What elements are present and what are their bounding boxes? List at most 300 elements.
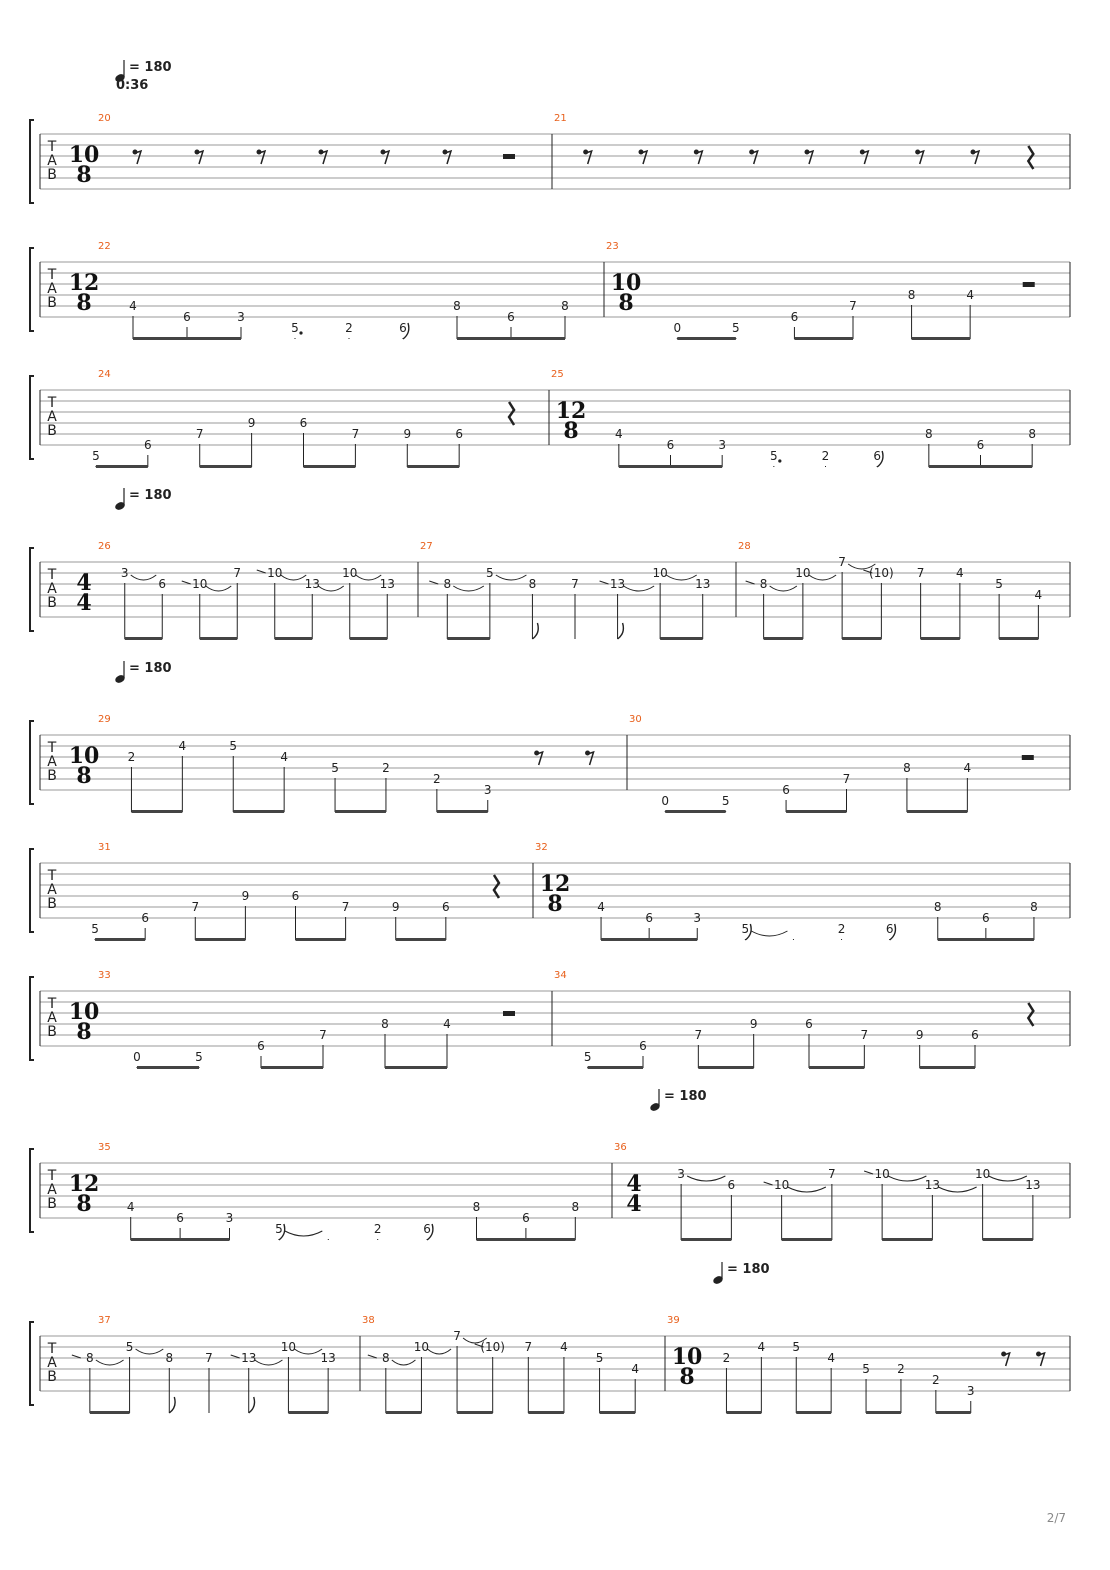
tab-clef-letter: A bbox=[47, 1355, 57, 1371]
tab-system-8 bbox=[30, 1089, 1070, 1241]
note-beam bbox=[999, 637, 1038, 640]
time-signature-bottom: 8 bbox=[76, 290, 92, 316]
note-beam bbox=[477, 1238, 576, 1241]
fret-number: 6 bbox=[782, 783, 790, 797]
note-beam bbox=[936, 1411, 971, 1414]
fret-number: 8 bbox=[1028, 427, 1036, 441]
fret-number: 8 bbox=[925, 427, 933, 441]
fret-number: 3 bbox=[718, 438, 726, 452]
measure-24 bbox=[92, 369, 514, 468]
tab-clef-letter: T bbox=[47, 567, 57, 583]
fret-number: 9 bbox=[749, 1017, 758, 1031]
eighth-flag bbox=[532, 623, 538, 639]
tab-clef-letter: A bbox=[47, 281, 57, 297]
note-beam bbox=[407, 465, 459, 468]
fret-number: 7 bbox=[205, 1351, 213, 1365]
measure-34 bbox=[554, 970, 1033, 1069]
tab-clef-letter: B bbox=[47, 896, 57, 912]
fret-number: 7 bbox=[191, 900, 200, 914]
fret-number: 2 bbox=[821, 449, 830, 463]
fret-number: 4 bbox=[597, 900, 605, 914]
note-beam bbox=[296, 938, 346, 941]
time-signature-bottom: 8 bbox=[76, 1191, 92, 1217]
fret-number: 10 bbox=[280, 1340, 297, 1354]
note-beam bbox=[304, 465, 356, 468]
tab-clef-letter: B bbox=[47, 295, 57, 311]
measure-number: 29 bbox=[98, 714, 111, 725]
measure-29 bbox=[69, 714, 594, 813]
fret-number: 8 bbox=[472, 1200, 481, 1214]
note-beam bbox=[677, 337, 736, 340]
fret-number: 4 bbox=[1034, 588, 1043, 602]
time-signature-top: 4 bbox=[626, 1171, 642, 1197]
system-bracket bbox=[30, 120, 34, 203]
quarter-rest-icon bbox=[494, 875, 499, 898]
fret-number: 3 bbox=[966, 1384, 975, 1398]
eighth-flag bbox=[618, 623, 624, 639]
tab-system-1 bbox=[30, 60, 1070, 203]
measure-33 bbox=[69, 970, 515, 1069]
fret-number: 13 bbox=[924, 1178, 941, 1192]
note-beam bbox=[601, 938, 697, 941]
system-bracket bbox=[30, 721, 34, 804]
time-signature-bottom: 8 bbox=[547, 891, 563, 917]
tempo-marking: = 180 bbox=[727, 1262, 770, 1277]
note-beam bbox=[619, 465, 722, 468]
note-beam bbox=[794, 337, 853, 340]
measure-37 bbox=[72, 1315, 336, 1414]
note-beam bbox=[882, 1238, 932, 1241]
fret-number: 9 bbox=[391, 900, 400, 914]
note-beam bbox=[233, 810, 284, 813]
fret-number: 6 bbox=[141, 911, 149, 925]
measure-22 bbox=[69, 241, 569, 340]
note-beam bbox=[907, 810, 967, 813]
note-beam bbox=[929, 465, 1032, 468]
eighth-rest-icon bbox=[583, 150, 592, 165]
eighth-rest-icon bbox=[1036, 1352, 1045, 1367]
fret-number: 5 bbox=[721, 794, 730, 808]
fret-number: 6 bbox=[507, 310, 515, 324]
fret-number: 7 bbox=[351, 427, 360, 441]
fret-number: 8 bbox=[571, 1200, 580, 1214]
tab-clef-letter: T bbox=[47, 395, 57, 411]
fret-number: 10 bbox=[874, 1167, 890, 1181]
measure-number: 38 bbox=[362, 1315, 375, 1326]
tie-arc bbox=[453, 586, 484, 591]
tab-clef-letter: A bbox=[47, 1010, 57, 1026]
measure-30 bbox=[629, 714, 1034, 813]
note-beam bbox=[764, 637, 803, 640]
time-signature-top: 10 bbox=[68, 142, 100, 168]
page-number: 2/7 bbox=[1046, 1511, 1066, 1525]
tab-system-5 bbox=[30, 661, 1070, 813]
note-beam bbox=[938, 938, 1034, 941]
system-bracket bbox=[30, 977, 34, 1060]
tab-system-3 bbox=[30, 369, 1070, 468]
fret-number: 7 bbox=[838, 555, 846, 569]
fret-number: 2 bbox=[722, 1351, 731, 1365]
system-bracket bbox=[30, 1149, 34, 1232]
eighth-rest-icon bbox=[749, 150, 758, 165]
half-rest-icon bbox=[503, 1011, 515, 1016]
tempo-marking: = 180 bbox=[129, 60, 172, 75]
note-beam bbox=[528, 1411, 564, 1414]
fret-number: 6 bbox=[790, 310, 799, 324]
measure-number: 34 bbox=[554, 970, 567, 981]
eighth-rest-icon bbox=[257, 150, 266, 165]
measure-number: 25 bbox=[551, 369, 564, 380]
fret-number: 6 bbox=[158, 577, 167, 591]
fret-number: 8 bbox=[1030, 900, 1038, 914]
fret-number: 2 bbox=[373, 1222, 382, 1236]
quarter-rest-icon bbox=[1028, 1003, 1033, 1026]
fret-number: 3 bbox=[483, 783, 492, 797]
tab-clef-letter: A bbox=[47, 754, 57, 770]
fret-number: 9 bbox=[241, 889, 250, 903]
fret-number: 7 bbox=[341, 900, 350, 914]
fret-number: 6 bbox=[522, 1211, 530, 1225]
note-beam bbox=[660, 637, 703, 640]
measure-number: 39 bbox=[667, 1315, 680, 1326]
tempo-marking: = 180 bbox=[129, 488, 172, 503]
fret-number: 6 bbox=[299, 416, 308, 430]
fret-number: 7 bbox=[453, 1329, 461, 1343]
fret-number: 5 bbox=[732, 321, 740, 335]
fret-number: 7 bbox=[233, 566, 242, 580]
time-signature-bottom: 4 bbox=[76, 590, 92, 616]
fret-number: 5 bbox=[92, 449, 100, 463]
tie-arc bbox=[294, 1349, 322, 1354]
fret-number: 5 bbox=[486, 566, 494, 580]
note-beam bbox=[131, 1238, 230, 1241]
tab-system-6 bbox=[30, 842, 1070, 941]
measure-number: 23 bbox=[606, 241, 619, 252]
time-signature-top: 10 bbox=[68, 743, 100, 769]
fret-number: 3 bbox=[120, 566, 129, 580]
fret-number: 6 bbox=[976, 438, 985, 452]
fret-number: 8 bbox=[528, 577, 537, 591]
tie-arc bbox=[770, 586, 797, 591]
tab-clef-letter: A bbox=[47, 153, 57, 169]
measure-32 bbox=[535, 842, 1038, 941]
tie-arc bbox=[989, 1176, 1027, 1181]
tie-arc bbox=[285, 1231, 322, 1236]
fret-number: 0 bbox=[673, 321, 682, 335]
fret-number: 4 bbox=[956, 566, 964, 580]
measure-39 bbox=[667, 1315, 1045, 1414]
measure-26 bbox=[76, 541, 395, 640]
measure-20 bbox=[69, 113, 515, 188]
measure-36 bbox=[614, 1142, 1041, 1241]
tab-clef-letter: B bbox=[47, 595, 57, 611]
time-signature-bottom: 8 bbox=[76, 763, 92, 789]
tab-clef-letter: A bbox=[47, 581, 57, 597]
measure-number: 35 bbox=[98, 1142, 111, 1153]
fret-number: 5 bbox=[770, 449, 778, 463]
measure-number: 24 bbox=[98, 369, 111, 380]
fret-number: 6 bbox=[645, 911, 653, 925]
note-beam bbox=[681, 1238, 731, 1241]
measure-21 bbox=[554, 113, 1033, 169]
note-beam bbox=[200, 637, 238, 640]
tie-arc bbox=[938, 1187, 976, 1192]
fret-number: 6 bbox=[873, 449, 881, 463]
measure-number: 36 bbox=[614, 1142, 627, 1153]
measure-27 bbox=[420, 541, 710, 640]
tab-clef-letter: B bbox=[47, 1196, 57, 1212]
eighth-rest-icon bbox=[319, 150, 328, 165]
note-beam bbox=[600, 1411, 636, 1414]
fret-number: 13 bbox=[695, 577, 711, 591]
fret-number: 5 bbox=[792, 1340, 801, 1354]
tie-arc bbox=[496, 575, 527, 580]
tie-arc bbox=[281, 575, 307, 580]
fret-number: 10 bbox=[413, 1340, 430, 1354]
time-signature-bottom: 4 bbox=[626, 1191, 642, 1217]
fret-number: 7 bbox=[571, 577, 579, 591]
tab-clef-letter: T bbox=[47, 139, 57, 155]
fret-number: 7 bbox=[916, 566, 925, 580]
fret-number: 6 bbox=[442, 900, 450, 914]
fret-number: 3 bbox=[693, 911, 702, 925]
fret-number: 6 bbox=[423, 1222, 431, 1236]
measure-number: 20 bbox=[98, 113, 111, 124]
fret-number: 8 bbox=[759, 577, 768, 591]
tie-arc bbox=[255, 1360, 283, 1365]
fret-number: 4 bbox=[615, 427, 623, 441]
measure-number: 21 bbox=[554, 113, 567, 124]
fret-number: 7 bbox=[319, 1028, 327, 1042]
fret-number: 9 bbox=[403, 427, 412, 441]
tie-arc bbox=[356, 575, 382, 580]
fret-number: 7 bbox=[860, 1028, 869, 1042]
tab-clef-letter: T bbox=[47, 868, 57, 884]
fret-number: 2 bbox=[837, 922, 846, 936]
tie-arc bbox=[809, 575, 836, 580]
measure-25 bbox=[551, 369, 1036, 468]
tab-system-9 bbox=[30, 1262, 1070, 1414]
fret-number: (10) bbox=[869, 566, 894, 580]
time-signature-top: 12 bbox=[539, 871, 571, 897]
note-beam bbox=[921, 637, 960, 640]
time-signature-bottom: 8 bbox=[563, 418, 579, 444]
measure-23 bbox=[606, 241, 1035, 340]
fret-number: 8 bbox=[453, 299, 461, 313]
fret-number: 10 bbox=[192, 577, 208, 591]
fret-number: 4 bbox=[126, 1200, 135, 1214]
tab-clef-letter: A bbox=[47, 409, 57, 425]
measure-number: 26 bbox=[98, 541, 111, 552]
fret-number: 10 bbox=[342, 566, 358, 580]
half-rest-icon bbox=[1023, 282, 1035, 287]
fret-number: 13 bbox=[304, 577, 320, 591]
time-marker: 0:36 bbox=[116, 78, 149, 93]
time-signature-top: 10 bbox=[68, 999, 100, 1025]
note-beam bbox=[125, 637, 163, 640]
fret-number: 5 bbox=[125, 1340, 134, 1354]
measure-number: 22 bbox=[98, 241, 111, 252]
note-beam bbox=[437, 810, 488, 813]
time-signature-bottom: 8 bbox=[679, 1364, 695, 1390]
note-beam bbox=[96, 465, 148, 468]
note-beam bbox=[386, 1411, 422, 1414]
fret-number: 13 bbox=[320, 1351, 336, 1365]
fret-number: 5 bbox=[331, 761, 339, 775]
fret-number: 3 bbox=[225, 1211, 234, 1225]
fret-number: 9 bbox=[247, 416, 256, 430]
tab-clef-letter: A bbox=[47, 882, 57, 898]
fret-number: 6 bbox=[176, 1211, 184, 1225]
fret-number: 3 bbox=[677, 1167, 685, 1181]
note-beam bbox=[396, 938, 446, 941]
fret-number: 2 bbox=[382, 761, 390, 775]
system-bracket bbox=[30, 248, 34, 331]
measure-number: 37 bbox=[98, 1315, 111, 1326]
fret-number: 4 bbox=[560, 1340, 568, 1354]
fret-number: 8 bbox=[443, 577, 452, 591]
time-signature-top: 12 bbox=[68, 270, 100, 296]
measure-number: 28 bbox=[738, 541, 751, 552]
tie-arc bbox=[427, 1349, 451, 1354]
fret-number: 4 bbox=[129, 299, 137, 313]
fret-number: 7 bbox=[842, 772, 851, 786]
fret-number: 8 bbox=[86, 1351, 94, 1365]
note-beam bbox=[385, 1066, 447, 1069]
fret-number: 8 bbox=[165, 1351, 174, 1365]
measure-number: 31 bbox=[98, 842, 111, 853]
note-beam bbox=[842, 637, 881, 640]
fret-number: 6 bbox=[727, 1178, 736, 1192]
fret-number: 2 bbox=[433, 772, 441, 786]
note-beam bbox=[665, 810, 725, 813]
measure-number: 30 bbox=[629, 714, 642, 725]
fret-number: 2 bbox=[127, 750, 136, 764]
eighth-rest-icon bbox=[195, 150, 204, 165]
fret-number: 5 bbox=[583, 1050, 592, 1064]
fret-number: 8 bbox=[561, 299, 569, 313]
note-beam bbox=[809, 1066, 864, 1069]
measure-number: 33 bbox=[98, 970, 111, 981]
fret-number: 6 bbox=[144, 438, 152, 452]
note-beam bbox=[983, 1238, 1033, 1241]
fret-number: 9 bbox=[915, 1028, 924, 1042]
note-beam bbox=[447, 637, 490, 640]
tab-clef-letter: B bbox=[47, 768, 57, 784]
eighth-rest-icon bbox=[971, 150, 980, 165]
note-beam bbox=[457, 337, 565, 340]
time-signature-top: 4 bbox=[76, 570, 92, 596]
system-bracket bbox=[30, 376, 34, 459]
eighth-flag bbox=[169, 1397, 175, 1413]
fret-number: 10 bbox=[267, 566, 283, 580]
note-beam bbox=[90, 1411, 130, 1414]
measure-number: 27 bbox=[420, 541, 433, 552]
tie-arc bbox=[136, 1349, 164, 1354]
time-signature-top: 12 bbox=[68, 1171, 100, 1197]
fret-number: 6 bbox=[291, 889, 300, 903]
fret-number: 13 bbox=[1025, 1178, 1041, 1192]
fret-number: 10 bbox=[795, 566, 811, 580]
fret-number: 7 bbox=[195, 427, 204, 441]
fret-number: 6 bbox=[183, 310, 191, 324]
fret-number: (10) bbox=[480, 1340, 506, 1354]
fret-number: 8 bbox=[381, 1017, 389, 1031]
fret-number: 6 bbox=[257, 1039, 265, 1053]
fret-number: 4 bbox=[631, 1362, 640, 1376]
time-signature-bottom: 8 bbox=[618, 290, 634, 316]
measure-28 bbox=[738, 541, 1042, 640]
eighth-rest-icon bbox=[915, 150, 924, 165]
tab-clef-letter: B bbox=[47, 1024, 57, 1040]
eighth-rest-icon bbox=[639, 150, 648, 165]
fret-number: 2 bbox=[345, 321, 353, 335]
note-beam bbox=[698, 1066, 753, 1069]
fret-number: 6 bbox=[639, 1039, 647, 1053]
time-signature-top: 10 bbox=[610, 270, 642, 296]
fret-number: 5 bbox=[595, 1351, 604, 1365]
note-beam bbox=[866, 1411, 901, 1414]
time-signature-top: 10 bbox=[671, 1344, 703, 1370]
tie-arc bbox=[96, 1360, 124, 1365]
note-beam bbox=[457, 1411, 493, 1414]
tab-clef-letter: B bbox=[47, 167, 57, 183]
note-beam bbox=[920, 1066, 975, 1069]
fret-number: 4 bbox=[966, 288, 974, 302]
note-beam bbox=[137, 1066, 199, 1069]
fret-number: 6 bbox=[666, 438, 675, 452]
eighth-rest-icon bbox=[860, 150, 869, 165]
tab-clef-letter: T bbox=[47, 1341, 57, 1357]
fret-number: 7 bbox=[694, 1028, 703, 1042]
system-bracket bbox=[30, 548, 34, 631]
half-rest-icon bbox=[503, 154, 515, 159]
eighth-rest-icon bbox=[585, 751, 594, 766]
time-signature-bottom: 8 bbox=[76, 1019, 92, 1045]
tab-clef-letter: T bbox=[47, 996, 57, 1012]
tab-clef-letter: A bbox=[47, 1182, 57, 1198]
measure-number: 32 bbox=[535, 842, 548, 853]
tie-arc bbox=[206, 586, 232, 591]
tempo-marking: = 180 bbox=[129, 661, 172, 676]
fret-number: 5 bbox=[195, 1050, 203, 1064]
fret-number: 5 bbox=[229, 739, 238, 753]
eighth-rest-icon bbox=[805, 150, 814, 165]
tie-arc bbox=[666, 575, 697, 580]
fret-number: 6 bbox=[455, 427, 463, 441]
tempo-marking: = 180 bbox=[664, 1089, 707, 1104]
note-beam bbox=[288, 1411, 328, 1414]
fret-number: 6 bbox=[982, 911, 990, 925]
fret-number: 6 bbox=[971, 1028, 979, 1042]
dot-marker bbox=[299, 331, 302, 334]
note-beam bbox=[726, 1411, 761, 1414]
fret-number: 4 bbox=[178, 739, 187, 753]
fret-number: 6 bbox=[885, 922, 894, 936]
measure-38 bbox=[362, 1315, 639, 1414]
fret-number: 8 bbox=[903, 761, 911, 775]
system-bracket bbox=[30, 849, 34, 932]
note-beam bbox=[200, 465, 252, 468]
tab-system-7 bbox=[30, 970, 1070, 1069]
fret-number: 2 bbox=[932, 1373, 940, 1387]
tab-system-2 bbox=[30, 241, 1070, 340]
tab-clef-letter: T bbox=[47, 740, 57, 756]
fret-number: 8 bbox=[933, 900, 942, 914]
fret-number: 6 bbox=[399, 321, 407, 335]
fret-number: 13 bbox=[241, 1351, 257, 1365]
note-beam bbox=[335, 810, 386, 813]
